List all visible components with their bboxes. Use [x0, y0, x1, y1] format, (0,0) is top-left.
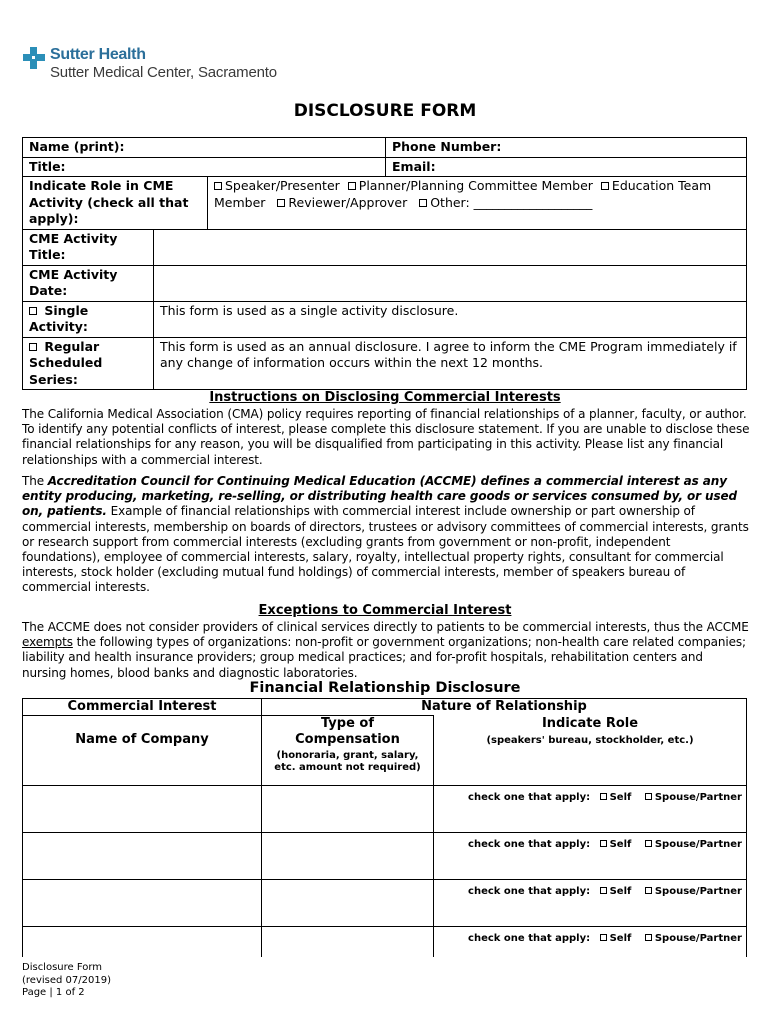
nature-header: Nature of Relationship: [262, 699, 747, 716]
checkbox[interactable]: [419, 199, 427, 207]
table-row: [23, 880, 747, 927]
logo: [22, 44, 322, 80]
single-activity-option[interactable]: Single Activity:: [23, 301, 154, 337]
self-checkbox[interactable]: [600, 934, 607, 941]
exceptions-title: Exceptions to Commercial Interest: [258, 603, 512, 618]
org-name: Sutter Health: [50, 46, 146, 63]
role-options: [208, 177, 747, 230]
role-education[interactable]: Education Team Member: [214, 178, 712, 210]
title-field[interactable]: Title:: [23, 157, 386, 177]
phone-field[interactable]: Phone Number:: [386, 138, 747, 158]
role-planner[interactable]: Planner/Planning Committee Member: [344, 178, 593, 193]
spouse-checkbox[interactable]: [645, 934, 652, 941]
compensation-cell[interactable]: [262, 786, 434, 833]
checkbox[interactable]: [29, 343, 37, 351]
single-activity-text: This form is used as a single activity disclosure.: [154, 301, 747, 337]
company-cell[interactable]: [23, 927, 262, 957]
regular-series-option[interactable]: Regular Scheduled Series:: [23, 337, 154, 390]
footer-line: Disclosure Form: [22, 962, 103, 973]
activity-title-label: CME Activity Title:: [23, 229, 154, 265]
role-other[interactable]: Other: ___________________: [411, 195, 592, 210]
company-cell[interactable]: [23, 786, 262, 833]
info-table: [22, 137, 747, 390]
regular-series-text: This form is used as an annual disclosure. I agree to inform the CME Program immediately if any change of information occurs within the next 12 months.: [154, 337, 747, 390]
instructions-title: Instructions on Disclosing Commercial Interests: [209, 390, 561, 405]
instructions-p2: The Accreditation Council for Continuing Medical Education (ACCME) defines a commercial interest as any entity producing, marketing, re-selling, or distributing health care goods or services consumed by, or used on, patients. Example of financial relationships with commercial interest include ownership or part ownership of commercial interests, membership on boards of directors, trustees or advisory committees of commercial interests, grants or research support from commercial interests (excluding grants from government or non-profit, independent foundations), employee of commercial interests, salary, royalty, intellectual property rights, consultant for commercial interests, stock holder (excluding mutual fund holdings) of commercial interests, member of speakers bureau of commercial interests.: [22, 474, 749, 595]
company-cell[interactable]: [23, 880, 262, 927]
org-sub: Sutter Medical Center, Sacramento: [50, 64, 277, 81]
role-cell: check one that apply: Self Spouse/Partner: [434, 927, 747, 957]
role-label: Indicate Role in CME Activity (check all that apply):: [23, 177, 208, 230]
company-header: Name of Company: [23, 716, 262, 786]
spouse-checkbox[interactable]: [645, 840, 652, 847]
financial-title: Financial Relationship Disclosure: [249, 680, 521, 696]
exceptions-p: The ACCME does not consider providers of clinical services directly to patients to be commercial interests, thus the ACCME exempts the following types of organizations: non-profit or government organizations; non-health care related companies; liability and health insurance providers; group medical practices; and for-profit hospitals, rehabilitation centers and nursing homes, blood banks and diagnostic laboratories.: [22, 620, 749, 680]
table-row: [23, 833, 747, 880]
spouse-checkbox[interactable]: [645, 887, 652, 894]
role-cell: check one that apply: Self Spouse/Partner: [434, 786, 747, 833]
activity-date-field[interactable]: [154, 265, 747, 301]
checkbox[interactable]: [348, 182, 356, 190]
compensation-cell[interactable]: [262, 833, 434, 880]
footer: [22, 962, 111, 1000]
self-checkbox[interactable]: [600, 840, 607, 847]
footer-page-number: Page | 1 of 2: [22, 987, 85, 998]
activity-date-label: CME Activity Date:: [23, 265, 154, 301]
role-speaker[interactable]: Speaker/Presenter: [214, 178, 340, 193]
activity-title-field[interactable]: [154, 229, 747, 265]
role-header: Indicate Role (speakers' bureau, stockholder, etc.): [434, 716, 747, 786]
checkbox[interactable]: [29, 307, 37, 315]
form-title: DISCLOSURE FORM: [293, 101, 477, 121]
compensation-cell[interactable]: [262, 880, 434, 927]
sutter-cross-logo-icon: [22, 46, 46, 70]
checkbox[interactable]: [601, 182, 609, 190]
footer-line: (revised 07/2019): [22, 974, 111, 986]
financial-table: [22, 698, 747, 957]
table-row: [23, 927, 747, 957]
name-field[interactable]: Name (print):: [23, 138, 386, 158]
checkbox[interactable]: [214, 182, 222, 190]
role-cell: check one that apply: Self Spouse/Partner: [434, 833, 747, 880]
type-header: Type of Compensation (honoraria, grant, salary, etc. amount not required): [262, 716, 434, 786]
instructions-p1: The California Medical Association (CMA) policy requires reporting of financial relationships of a planner, faculty, or author. To identify any potential conflicts of interest, please complete this disclosure statement. If you are unable to disclose these financial relationships for any reason, you will be disqualified from participating in this activity. Please list any financial relationships with a commercial interest.: [22, 407, 750, 467]
commercial-interest-header: Commercial Interest: [23, 699, 262, 716]
self-checkbox[interactable]: [600, 887, 607, 894]
table-row: [23, 786, 747, 833]
self-checkbox[interactable]: [600, 793, 607, 800]
compensation-cell[interactable]: [262, 927, 434, 957]
spouse-checkbox[interactable]: [645, 793, 652, 800]
role-reviewer[interactable]: Reviewer/Approver: [269, 195, 407, 210]
email-field[interactable]: Email:: [386, 157, 747, 177]
role-cell: check one that apply: Self Spouse/Partner: [434, 880, 747, 927]
checkbox[interactable]: [277, 199, 285, 207]
company-cell[interactable]: [23, 833, 262, 880]
